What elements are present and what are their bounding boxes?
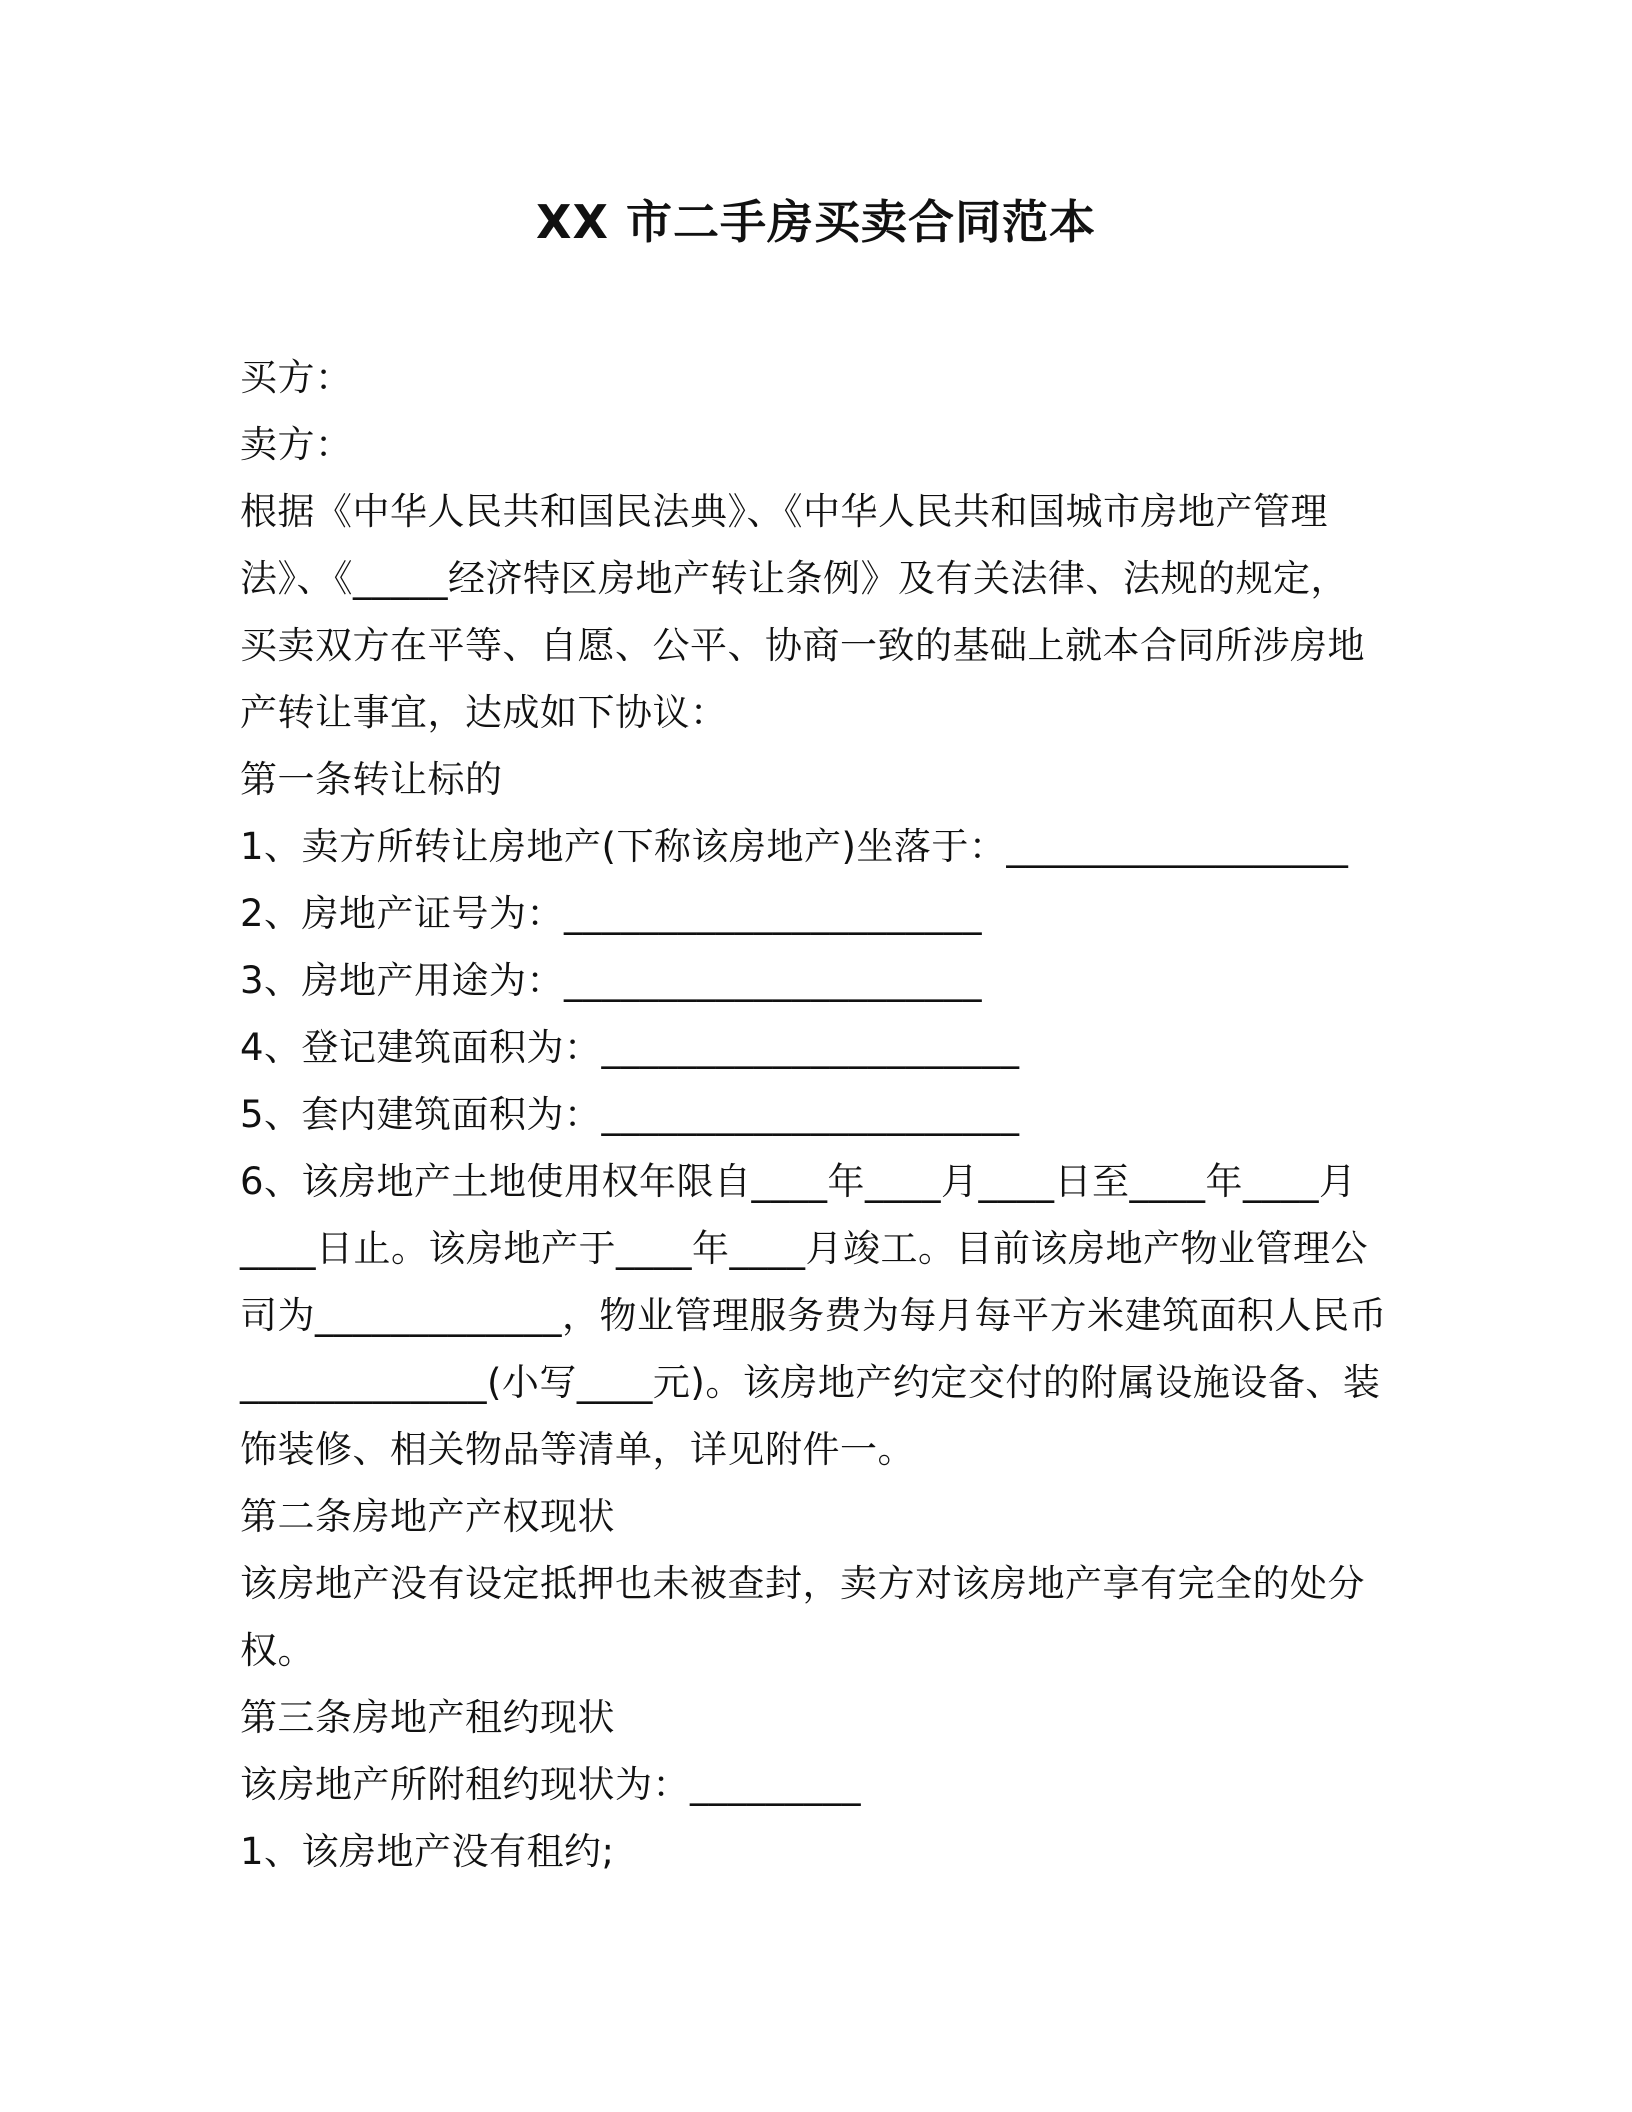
document-title: XX 市二手房买卖合同范本 — [536, 195, 1096, 249]
clause-line: 饰装修、相关物品等清单，详见附件一。 — [240, 1428, 915, 1471]
clause-line: ____日止。该房地产于____年____月竣工。目前该房地产物业管理公 — [240, 1227, 1368, 1270]
clause-line: 该房地产所附租约现状为：_________ — [240, 1763, 861, 1806]
clause-line: 3、房地产用途为：______________________ — [240, 959, 983, 1002]
article-1-heading: 第一条转让标的 — [240, 758, 503, 801]
clause-line: 6、该房地产土地使用权年限自____年____月____日至____年____月 — [240, 1160, 1357, 1203]
clause-line: _____________(小写____元)。该房地产约定交付的附属设施设备、装 — [240, 1361, 1381, 1404]
clause-line: 4、登记建筑面积为：______________________ — [240, 1026, 1020, 1069]
article-3-heading: 第三条房地产租约现状 — [240, 1696, 615, 1739]
clause-line: 2、房地产证号为：______________________ — [240, 892, 983, 935]
document-body — [240, 344, 1390, 1885]
clause-line: 司为_____________，物业管理服务费为每月每平方米建筑面积人民币 — [240, 1294, 1387, 1337]
preamble-line: 买卖双方在平等、自愿、公平、协商一致的基础上就本合同所涉房地 — [240, 624, 1365, 667]
clause-line: 该房地产没有设定抵押也未被查封，卖方对该房地产享有完全的处分 — [240, 1562, 1365, 1605]
clause-line: 1、该房地产没有租约; — [240, 1830, 615, 1873]
clause-line: 1、卖方所转让房地产(下称该房地产)坐落于：__________________ — [240, 825, 1349, 868]
preamble-line: 法》、《_____经济特区房地产转让条例》及有关法律、法规的规定， — [240, 557, 1348, 600]
preamble-line: 根据《中华人民共和国民法典》、《中华人民共和国城市房地产管理 — [240, 490, 1328, 533]
seller-line: 卖方： — [240, 423, 353, 466]
buyer-line: 买方： — [240, 356, 353, 399]
article-2-heading: 第二条房地产产权现状 — [240, 1495, 615, 1538]
clause-line: 权。 — [240, 1629, 315, 1672]
preamble-line: 产转让事宜，达成如下协议： — [240, 691, 728, 734]
clause-line: 5、套内建筑面积为：______________________ — [240, 1093, 1020, 1136]
